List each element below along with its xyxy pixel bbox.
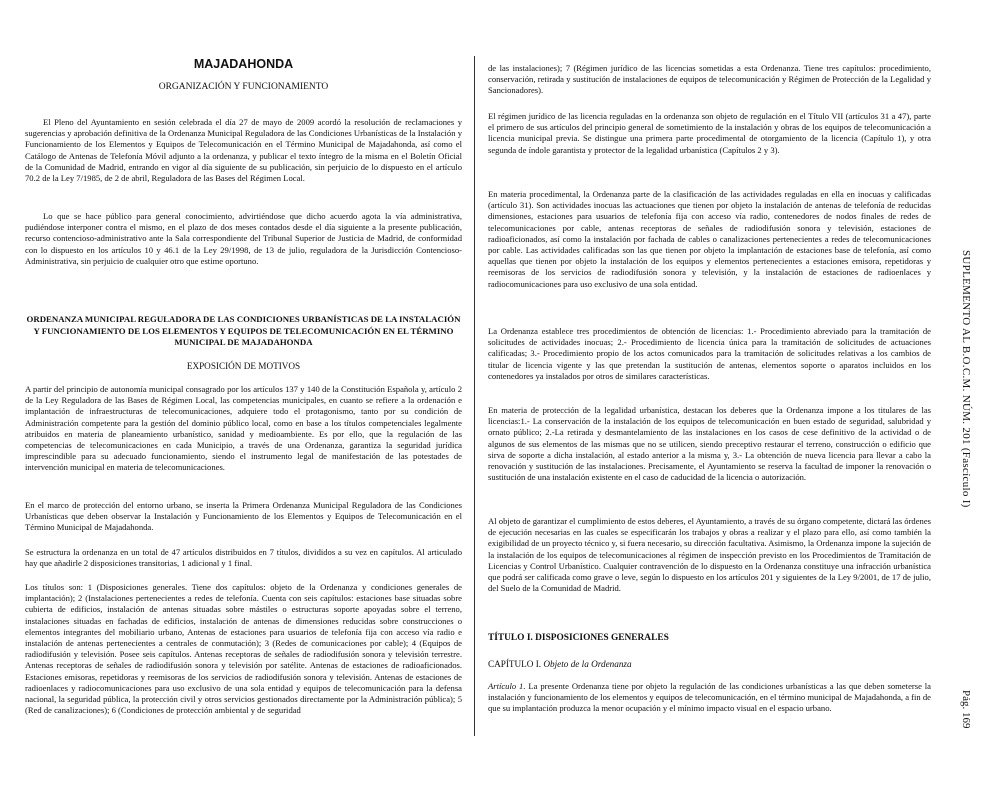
legal-regime-paragraph: El régimen jurídico de las licencia reguladas en la ordenanza son objeto de regulación en el Título VII (artículos 31 a 47), parte el primero de sus artículos del principio general de sometimiento de la instalación y obras de los equipos de telecomunicación a licencia municipal previa. Se distingue una primera parte procedimental de otorgamiento de la licencia (Capítulo 1), y otra segunda de índole garantista y protector de la legalidad urbanística (Capítulos 2 y 3). — [488, 111, 931, 155]
exposicion-heading: EXPOSICIÓN DE MOTIVOS — [186, 361, 301, 371]
compliance-paragraph: Al objeto de garantizar el cumplimiento de estos deberes, el Ayuntamiento, a través de su órgano competente, dictará las órdenes de ejecución necesarias en las cuales se especificarán los trabajos y obras a realizar y el plazo para ello, así como también la exigibilidad de un proyecto técnico y, si fuera necesario, su dirección facultativa. Asimismo, la Ordenanza impone la sujeción de la instalación de los equipos de telecomunicaciones al régimen de inspección previsto en los Procedimientos de Tramitación de Licencias y Control Urbanístico. Cualquier contravención de lo dispuesto en la Ordenanza constituye una infracción urbanística que podrá ser calificada como grave o leve, según lo dispuesto en los artículos 201 y siguientes de la Ley 9/2001, de 17 de julio, del Suelo de la Comunidad de Madrid. — [488, 516, 931, 594]
resolution-paragraph: El Pleno del Ayuntamiento en sesión celebrada el día 27 de mayo de 2009 acordó la resolución de reclamaciones y sugerencias y aprobación definitiva de la Ordenanza Municipal Reguladora de las Condiciones Urbanísticas de la Instalación y Funcionamiento de los Elementos y Equipos de Telecomunicación en el Término Municipal de Majadahonda, así como el Catálogo de Antenas de Telefonía Móvil adjunto a la ordenanza, y publicar el texto íntegro de la misma en el Boletín Oficial de la Comunidad de Madrid, entrando en vigor al día siguiente de su publicación, sin perjuicio de lo dispuesto en el artículo 70.2 de la Ley 7/1985, de 2 de abril, Reguladora de las Bases del Régimen Local. — [25, 117, 462, 184]
autonomy-paragraph: A partir del principio de autonomía municipal consagrado por los artículos 137 y 140 de la Constitución Española y, artículo 2 de la Ley Reguladora de las Bases de Régimen Local, las competencias municipales, en cuanto se refiere a la ordenación e implantación de infraestructuras de telecomunicaciones, adquiere todo el protagonismo, tanto por su condición de Administración competente para la gestión del dominio público local, como en base a los títulos competenciales legalmente atribuidos en materia de planeamiento urbanístico, sanidad y medioambiente. Es por ello, que la regulación de las competencias de telecomunicaciones en cada Municipio, a través de una Ordenanza, garantiza la seguridad jurídica imprescindible para su adecuado funcionamiento, siendo el instrumento legal de manifestación de las potestades de intervención municipal en materia de telecomunicaciones. — [25, 384, 462, 473]
supplement-margin-label — [958, 250, 972, 570]
structure-paragraph: Se estructura la ordenanza en un total de 47 artículos distribuidos en 7 títulos, divididos a su vez en capítulos. Al articulado hay que añadirle 2 disposiciones transitorias, 1 adicional y 1 final. — [25, 547, 462, 569]
capitulo-label: CAPÍTULO I. — [488, 659, 542, 669]
page-number — [958, 690, 972, 740]
titulo-heading: TÍTULO I. DISPOSICIONES GENERALES — [488, 633, 669, 643]
legality-paragraph: En materia de protección de la legalidad urbanística, destacan los deberes que la Ordenanza impone a los titulares de las licencias:1.- La conservación de la instalación de los equipos de telecomunicación en buen estado de seguridad, salubridad y ornato público; 2.-La retirada y desmantelamiento de las instalaciones en los casos de cese definitivo de la actividad o de algunos de sus elementos de las mismas que no se utilicen, siendo preceptivo restaurar el terreno, construcción o edificio que sirva de soporte a dicha instalación, al estado anterior a la misma y, 3.- La obtención de nueva licencia para llevar a cabo la renovación y sustitución de las instalaciones. Precisamente, el Ayuntamiento se reserva la facultad de imponer la renovación o sustitución de una instalación existente en el caso de caducidad de la licencia o autorización. — [488, 405, 931, 483]
procedures-paragraph: La Ordenanza establece tres procedimientos de obtención de licencias: 1.- Procedimiento abreviado para la tramitación de solicitudes de actividades inocuas; 2.- Procedimiento de licencia única para la tramitación de solicitudes de actuaciones calificadas; 3.- Procedimiento propio de los actos comunicados para la tramitación de solicitudes relativas a los cambios de titular de licencia vigente y las que pretendan la sustitución de antenas, elementos soporte o aparatos incluidos en los contenedores ya instalados por otros de similares características. — [488, 326, 931, 381]
supplement-text: SUPLEMENTO AL B.O.C.M. NÚM. 201 (Fascículo I) — [960, 250, 972, 508]
ordinance-title: ORDENANZA MUNICIPAL REGULADORA DE LAS CONDICIONES URBANÍSTICAS DE LA INSTALACIÓN Y FUNCIONAMIENTO DE LOS ELEMENTOS Y EQUIPOS DE TELECOMUNICACIÓN EN EL TÉRMINO MUNICIPAL DE MAJADAHONDA — [26, 314, 461, 348]
column-divider — [474, 56, 475, 736]
urban-protection-paragraph: En el marco de protección del entorno urbano, se inserta la Primera Ordenanza Municipal Reguladora de las Condiciones Urbanísticas que deben observar la Instalación y Funcionamiento de los Elementos y Equipos de Telecomunicación en el Término Municipal de Majadahonda. — [25, 500, 462, 533]
publication-paragraph: Lo que se hace público para general conocimiento, advirtiéndose que dicho acuerdo agota la vía administrativa, pudiéndose interponer contra el mismo, en el plazo de dos meses contados desde el día siguiente a la presente publicación, recurso contencioso-administrativo ante la Sala correspondiente del Tribunal Superior de Justicia de Madrid, de conformidad con lo dispuesto en los artículos 10 y 46.1 de la Ley 29/1998, de 13 de julio, reguladora de la Jurisdicción Contencioso-Administrativa, sin perjuicio de cualquier otro que estime oportuno. — [25, 211, 462, 266]
capitulo-heading — [488, 659, 632, 669]
titles-paragraph: Los títulos son: 1 (Disposiciones generales. Tiene dos capítulos: objeto de la Ordenanza y condiciones generales de implantación); 2 (Instalaciones pertenecientes a redes de telefonía. Cuenta con seis capítulos: estaciones base situadas sobre cubierta de edificios, instalación de antenas situadas sobre mástiles o estructuras soporte apoyadas sobre el terreno, instalaciones situadas en fachadas de edificios, instalación de antenas de dimensiones reducidas sobre construcciones o elementos integrantes del mobiliario urbano, Antenas de estaciones para usuarios de telefonía fija con acceso vía radio e instalación de antenas pertenecientes a centrales de conmutación); 3 (Redes de comunicaciones por cable); 4 (Equipos de radiodifusión y televisión. Posee seis capítulos. Antenas receptoras de señales de radiodifusión sonora y televisión terrestre. Antenas receptoras de señales de radiodifusión sonora y televisión por satélite. Antenas de estaciones de radioaficionados. Estaciones emisoras, repetidoras y reemisoras de los servicios de radiodifusión sonora y televisión. Antenas de estaciones de radioenlaces y radiocomunicaciones para uso exclusivo de una sola entidad y equipos de telecomunicación para la defensa nacional, la seguridad pública, la protección civil y otros servicios gestionados directamente por la Administración pública); 5 (Red de canalizaciones); 6 (Condiciones de protección ambiental y de seguridad — [25, 582, 462, 716]
articulo-text: La presente Ordenanza tiene por objeto la regulación de las condiciones urbanísticas a las que deben someterse la instalación y funcionamiento de los elementos y equipos de telecomunicación, en el término municipal de Majadahonda, a fin de que su implantación produzca la menor ocupación y el mínimo impacto visual en el espacio urbano. — [488, 681, 931, 714]
page-title: MAJADAHONDA — [193, 57, 294, 71]
page-number-text: Pág. 169 — [960, 690, 972, 729]
section-subtitle: ORGANIZACIÓN Y FUNCIONAMIENTO — [158, 82, 329, 92]
articulo-1 — [488, 681, 931, 715]
capitulo-name: Objeto de la Ordenanza — [543, 659, 632, 669]
procedural-paragraph: En materia procedimental, la Ordenanza parte de la clasificación de las actividades reguladas en ella en inocuas y calificadas (artículo 31). Son actividades inocuas las actuaciones que tienen por objeto la instalación de antenas de telefonía de reducidas dimensiones, estaciones para usuarios de telefonía fija con acceso vía radio, contenedores de nodos finales de redes de telecomunicaciones por cable, antenas receptoras de señales de radiodifusión sonora y televisión, estaciones de radioaficionados, así como la instalación por fachada de cables o canalizaciones pertenecientes a redes de telecomunicaciones por cable. Las actividades calificadas son las que tienen por objeto la implantación de estaciones base de telefonía, así como aquellas que tienen por objeto la instalación de los equipos y elementos pertenecientes a estaciones emisora, repetidoras y reemisoras de los servicios de radiodifusión sonora y televisión, y la instalación de estaciones de radioenlaces y radiocomunicaciones para uso exclusivo de una sola entidad. — [488, 189, 931, 289]
titles-continued-paragraph: de las instalaciones); 7 (Régimen jurídico de las licencias sometidas a esta Ordenanza. Tiene tres capítulos: procedimiento, conservación, retirada y sustitución de instalaciones de equipos de telecomunicación y Régimen de Protección de la Legalidad y Sancionadores). — [488, 63, 931, 96]
articulo-label: Artículo 1. — [488, 681, 526, 691]
